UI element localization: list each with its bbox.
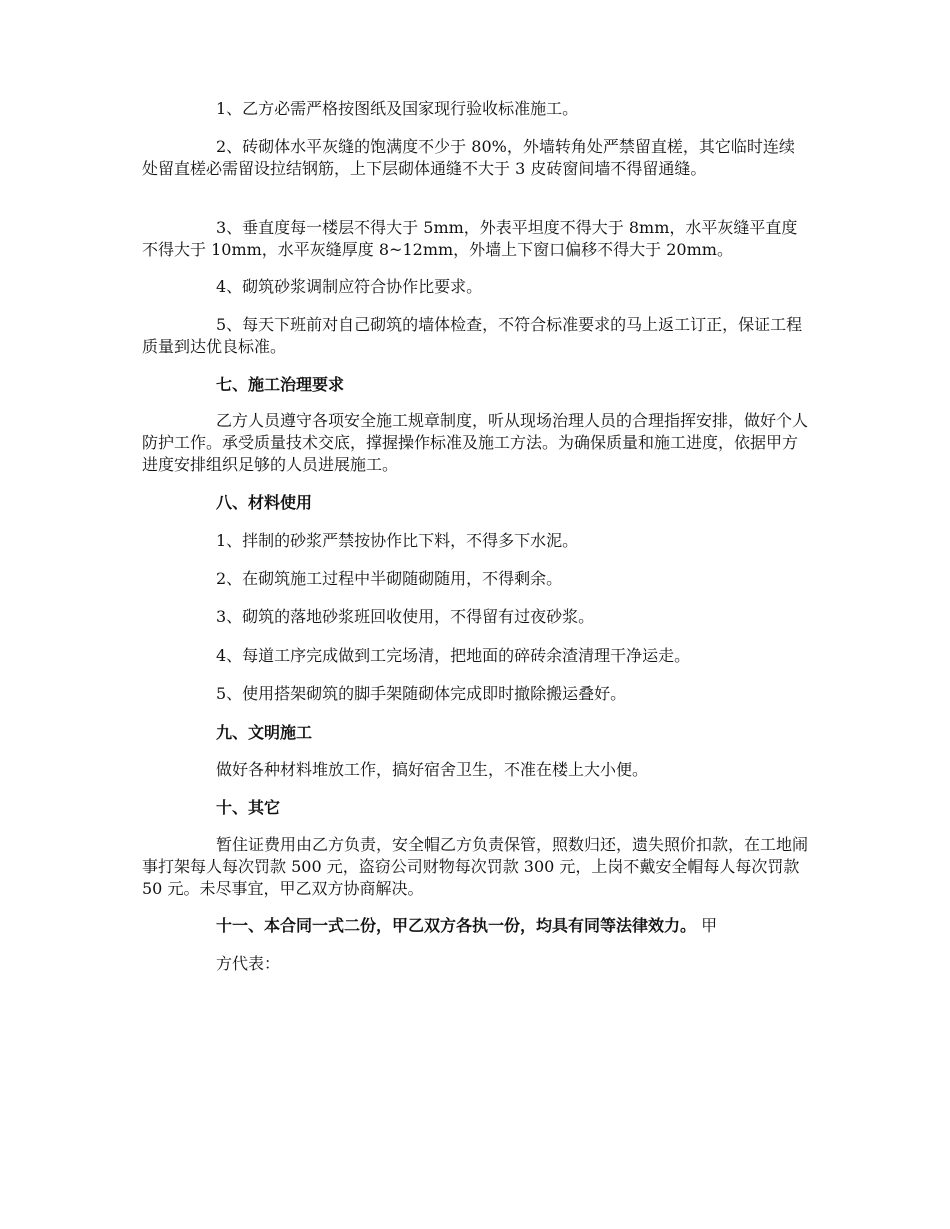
clause-5: 5、每天下班前对自己砌筑的墙体检查，不符合标准要求的马上返工订正，保证工程质量到达优良标准。 xyxy=(142,315,803,356)
clause-3: 3、垂直度每一楼层不得大于 5mm，外表平坦度不得大于 8mm，水平灰缝平直度不得大于 10mm，水平灰缝厚度 8~12mm，外墙上下窗口偏移不得大于 20mm。 xyxy=(142,218,798,259)
section-heading-10: 十、其它 xyxy=(216,798,281,817)
final-clause xyxy=(142,915,810,937)
final-clause-bold: 十一、本合同一式二份，甲乙双方各执一份，均具有同等法律效力。 xyxy=(216,916,697,935)
material-item-4: 4、每道工序完成做到工完场清，把地面的碎砖余渣清理干净运走。 xyxy=(216,646,691,665)
material-item-1: 1、拌制的砂浆严禁按协作比下料，不得多下水泥。 xyxy=(216,531,579,550)
section-10-body: 暂住证费用由乙方负责，安全帽乙方负责保管，照数归还，遗失照价扣款，在工地闹事打架每人每次罚款 500 元，盗窃公司财物每次罚款 300 元，上岗不戴安全帽每人每次罚款 50 元。未尽事宜，甲乙双方协商解决。 xyxy=(142,835,809,898)
clause-2: 2、砖砌体水平灰缝的饱满度不少于 80%，外墙转角处严禁留直槎，其它临时连续处留直槎必需留设拉结钢筋，上下层砌体通缝不大于 3 皮砖窗间墙不得留通缝。 xyxy=(142,137,795,178)
clause-1: 1、乙方必需严格按图纸及国家现行验收标准施工。 xyxy=(216,99,579,118)
material-item-3: 3、砌筑的落地砂浆班回收使用，不得留有过夜砂浆。 xyxy=(216,607,595,626)
section-7-body: 乙方人员遵守各项安全施工规章制度，听从现场治理人员的合理指挥安排，做好个人防护工作。承受质量技术交底，撑握操作标准及施工方法。为确保质量和施工进度，依据甲方进度安排组织足够的人员进展施工。 xyxy=(142,411,809,474)
section-heading-8: 八、材料使用 xyxy=(216,493,313,512)
material-item-5: 5、使用搭架砌筑的脚手架随砌体完成即时撤除搬运叠好。 xyxy=(216,684,627,703)
section-9-body: 做好各种材料堆放工作，搞好宿舍卫生，不准在楼上大小便。 xyxy=(216,760,649,779)
signature-line: 方代表： xyxy=(216,954,281,973)
material-item-2: 2、在砌筑施工过程中半砌随砌随用，不得剩余。 xyxy=(216,569,563,588)
final-clause-tail: 甲 xyxy=(696,916,718,935)
section-heading-9: 九、文明施工 xyxy=(216,723,313,742)
section-heading-7: 七、施工治理要求 xyxy=(216,375,345,394)
clause-4: 4、砌筑砂浆调制应符合协作比要求。 xyxy=(216,277,483,296)
